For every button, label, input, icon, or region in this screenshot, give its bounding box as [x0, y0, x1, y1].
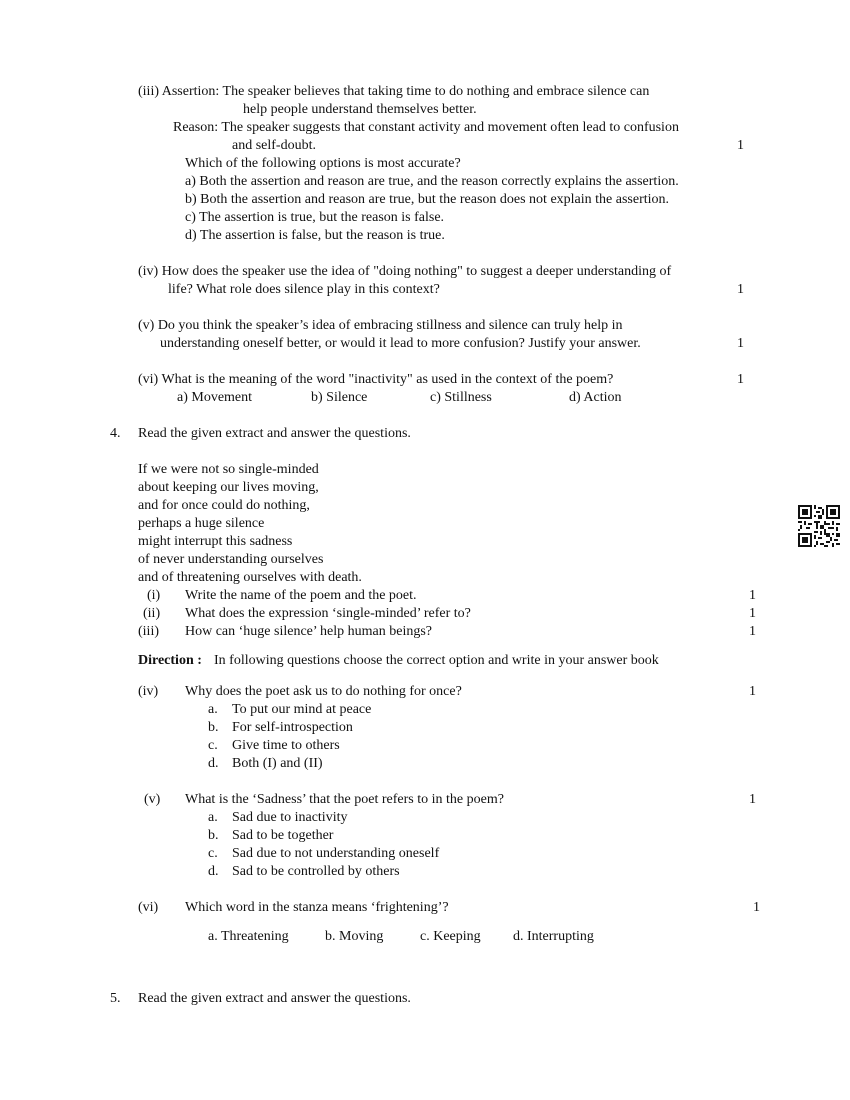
q4-iv-marks: 1	[749, 684, 756, 699]
q4-iv-option-c-letter: c.	[208, 738, 218, 753]
q4-iv-option-a-text: To put our mind at peace	[232, 702, 372, 717]
q3-iii-reason-line1: Reason: The speaker suggests that constant activity and movement often lead to confusion	[173, 120, 679, 135]
q4-ii-text: What does the expression ‘single-minded’ refer to?	[185, 606, 471, 621]
q4-v-option-a-letter: a.	[208, 810, 218, 825]
q3-vi-option-b: b) Silence	[311, 390, 368, 405]
q4-iv-text: Why does the poet ask us to do nothing for once?	[185, 684, 462, 699]
q3-iii-option-b: b) Both the assertion and reason are true, but the reason does not explain the assertion.	[185, 192, 670, 207]
q3-iv-line1: (iv) How does the speaker use the idea of "doing nothing" to suggest a deeper understanding of	[138, 264, 672, 279]
q3-v-line1: (v) Do you think the speaker’s idea of embracing stillness and silence can truly help in	[138, 318, 623, 333]
q4-iii-marks: 1	[749, 624, 756, 639]
poem-line-7: and of threatening ourselves with death.	[138, 570, 362, 585]
q4-v-option-c-letter: c.	[208, 846, 218, 861]
q4-vi-option-b: b. Moving	[325, 929, 384, 944]
q4-v-text: What is the ‘Sadness’ that the poet refers to in the poem?	[185, 792, 504, 807]
q4-v-option-b-letter: b.	[208, 828, 219, 843]
q4-vi-option-a: a. Threatening	[208, 929, 289, 944]
q4-iv-option-d-text: Both (I) and (II)	[232, 756, 323, 771]
q4-vi-option-c: c. Keeping	[420, 929, 481, 944]
poem-line-2: about keeping our lives moving,	[138, 480, 319, 495]
q4-iv-option-a-letter: a.	[208, 702, 218, 717]
q3-iii-option-c: c) The assertion is true, but the reason is false.	[185, 210, 445, 225]
q3-iv-marks: 1	[737, 282, 744, 297]
q4-iv-option-b-text: For self-introspection	[232, 720, 353, 735]
q4-iv-option-d-letter: d.	[208, 756, 219, 771]
q4-number: 4.	[110, 426, 121, 441]
q4-ii-num: (ii)	[143, 606, 161, 621]
q3-iv-line2: life? What role does silence play in this context?	[168, 282, 440, 297]
q3-vi-option-d: d) Action	[569, 390, 622, 405]
q3-vi-line1: (vi) What is the meaning of the word "inactivity" as used in the context of the poem?	[138, 372, 614, 387]
q3-iii-prompt: Which of the following options is most accurate?	[185, 156, 461, 171]
q5-number: 5.	[110, 991, 121, 1006]
q4-ii-marks: 1	[749, 606, 756, 621]
q3-iii-reason-line2: and self-doubt.	[232, 138, 316, 153]
q3-v-marks: 1	[737, 336, 744, 351]
q3-iii-assertion-line2: help people understand themselves better.	[243, 102, 477, 117]
direction-label: Direction :	[138, 653, 202, 668]
q3-vi-option-a: a) Movement	[177, 390, 253, 405]
q4-v-num: (v)	[144, 792, 161, 807]
poem-line-5: might interrupt this sadness	[138, 534, 293, 549]
direction-text: In following questions choose the correct option and write in your answer book	[214, 653, 659, 668]
q3-vi-option-c: c) Stillness	[430, 390, 492, 405]
poem-line-6: of never understanding ourselves	[138, 552, 324, 567]
q4-i-num: (i)	[147, 588, 161, 603]
q4-v-option-d-letter: d.	[208, 864, 219, 879]
q4-vi-num: (vi)	[138, 900, 159, 915]
q3-iii-option-a: a) Both the assertion and reason are true, and the reason correctly explains the assertion.	[185, 174, 679, 189]
poem-line-1: If we were not so single-minded	[138, 462, 319, 477]
q4-iv-option-b-letter: b.	[208, 720, 219, 735]
q4-vi-text: Which word in the stanza means ‘frightening’?	[185, 900, 449, 915]
q4-v-option-b-text: Sad to be together	[232, 828, 334, 843]
q3-vi-marks: 1	[737, 372, 744, 387]
q4-iv-option-c-text: Give time to others	[232, 738, 340, 753]
q4-iii-num: (iii)	[138, 624, 159, 639]
q4-vi-marks: 1	[753, 900, 760, 915]
qr-code-icon	[798, 505, 840, 547]
q4-v-option-c-text: Sad due to not understanding oneself	[232, 846, 440, 861]
poem-line-3: and for once could do nothing,	[138, 498, 310, 513]
q4-i-text: Write the name of the poem and the poet.	[185, 588, 417, 603]
q3-v-line2: understanding oneself better, or would it lead to more confusion? Justify your answer.	[160, 336, 641, 351]
q4-heading: Read the given extract and answer the questions.	[138, 426, 411, 441]
q4-i-marks: 1	[749, 588, 756, 603]
poem-line-4: perhaps a huge silence	[138, 516, 265, 531]
q3-iii-marks: 1	[737, 138, 744, 153]
q4-v-marks: 1	[749, 792, 756, 807]
q4-iv-num: (iv)	[138, 684, 159, 699]
q3-iii-assertion-line1: (iii) Assertion: The speaker believes that taking time to do nothing and embrace silence can	[138, 84, 650, 99]
q4-v-option-a-text: Sad due to inactivity	[232, 810, 348, 825]
q4-iii-text: How can ‘huge silence’ help human beings?	[185, 624, 432, 639]
q5-heading: Read the given extract and answer the questions.	[138, 991, 411, 1006]
q4-v-option-d-text: Sad to be controlled by others	[232, 864, 400, 879]
q4-vi-option-d: d. Interrupting	[513, 929, 594, 944]
q3-iii-option-d: d) The assertion is false, but the reason is true.	[185, 228, 445, 243]
